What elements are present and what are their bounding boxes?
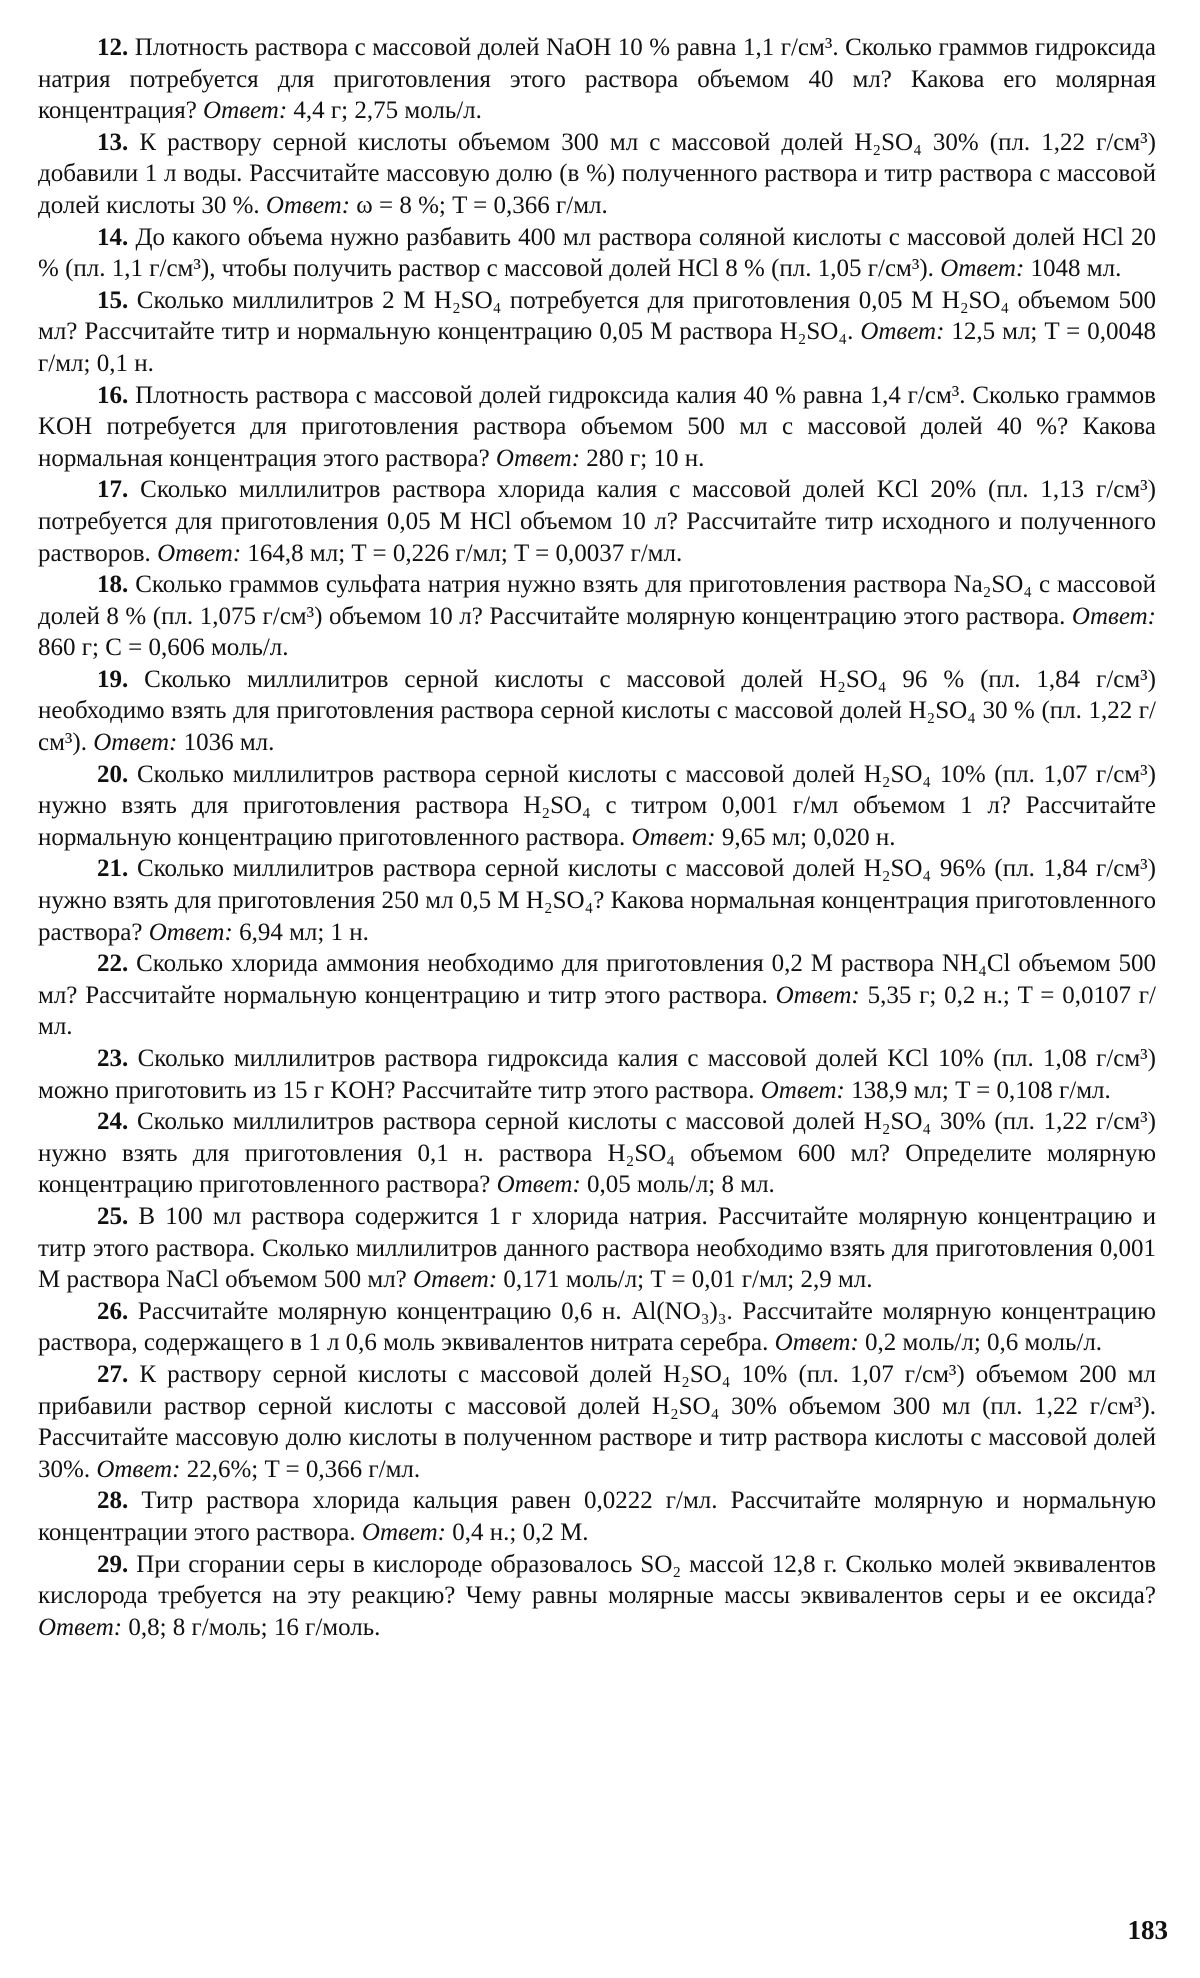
answer-label: Ответ:: [495, 444, 581, 472]
problem-text: Сколько миллилитров раствора хлорида калия с массовой долей KCl 20% (пл. 1,13 г/см³) потребуется для приготовления 0,05 M HCl объемом 10 л? Рассчитайте титр исходного и полученного растворов.: [38, 476, 1156, 567]
problem-24: [38, 1106, 1156, 1201]
problem-number: 18.: [97, 571, 129, 599]
problem-text: Сколько миллилитров раствора серной кислоты с массовой долей H₂SO₄ 30% (пл. 1,22 г/см³) нужно взять для приготовления 0,1 н. раствора H₂SO₄ объемом 600 мл? Определите молярную концентрацию приготовленного раствора?: [38, 1108, 1156, 1199]
problem-text: Сколько миллилитров серной кислоты с массовой долей H₂SO₄ 96 % (пл. 1,84 г/см³) необходимо взять для приготовления раствора серной кислоты с массовой долей H₂SO₄ 30 % (пл. 1,22 г/см³).: [38, 665, 1157, 757]
answer-label: Ответ:: [1071, 602, 1156, 630]
answer-label: Ответ:: [496, 1171, 581, 1199]
problem-16: [38, 380, 1156, 475]
problem-19: [38, 664, 1156, 759]
problem-number: 24.: [97, 1108, 129, 1136]
problem-answer: 22,6%; T = 0,366 г/мл.: [186, 1455, 421, 1483]
answer-label: Ответ:: [774, 1329, 859, 1357]
answer-label: Ответ:: [361, 1518, 446, 1546]
problem-23: [38, 1043, 1156, 1106]
problem-answer: 164,8 мл; T = 0,226 г/мл; T = 0,0037 г/мл.: [247, 539, 683, 567]
problem-20: [38, 759, 1156, 854]
problem-answer: 280 г; 10 н.: [586, 444, 705, 472]
problem-18: [38, 569, 1156, 664]
problem-13: [38, 127, 1156, 222]
problem-answer: 5,35 г; 0,2 н.; T = 0,0107 г/мл.: [38, 981, 1156, 1041]
answer-label: Ответ:: [860, 318, 945, 346]
problem-text: Сколько хлорида аммония необходимо для приготовления 0,2 M раствора NH₄Cl объемом 500 мл? Рассчитайте нормальную концентрацию и титр этого раствора.: [38, 950, 1157, 1009]
problem-answer: 0,2 моль/л; 0,6 моль/л.: [865, 1329, 1103, 1357]
problem-number: 23.: [97, 1045, 129, 1072]
problem-number: 13.: [97, 128, 129, 156]
problem-25: [38, 1201, 1156, 1296]
page-number: 183: [1127, 1915, 1168, 1945]
problem-number: 19.: [97, 665, 129, 693]
problem-number: 25.: [97, 1202, 129, 1230]
problem-text: Сколько граммов сульфата натрия нужно взять для приготовления раствора Na₂SO₄ с массовой долей 8 % (пл. 1,075 г/см³) объемом 10 л? Рассчитайте молярную концентрацию этого раствора.: [38, 571, 1156, 630]
problem-text: В 100 мл раствора содержится 1 г хлорида натрия. Рассчитайте молярную концентрацию и титр этого раствора. Сколько миллилитров данного раствора необходимо взять для приготовления 0,001 M раствора NaCl объемом 500 мл?: [38, 1202, 1156, 1294]
problem-21: [38, 853, 1156, 948]
answer-label: Ответ:: [96, 1455, 181, 1483]
problem-text: Рассчитайте молярную концентрацию 0,6 н. Al(NO₃)₃. Рассчитайте молярную концентрацию раствора, содержащего в 1 л 0,6 моль эквивалентов нитрата серебра.: [38, 1297, 1156, 1357]
problem-text: Титр раствора хлорида кальция равен 0,0222 г/мл. Рассчитайте молярную и нормальную концентрации этого раствора.: [38, 1487, 1156, 1546]
problem-number: 16.: [97, 381, 129, 409]
problem-15: [38, 285, 1156, 380]
problem-26: [38, 1296, 1156, 1359]
problem-text: К раствору серной кислоты объемом 300 мл с массовой долей H₂SO₄ 30% (пл. 1,22 г/см³) добавили 1 л воды. Рассчитайте массовую долю (в %) полученного раствора и титр раствора с массовой долей кислоты 30 %.: [38, 128, 1156, 219]
problem-number: 14.: [97, 223, 129, 251]
problem-17: [38, 474, 1156, 569]
answer-label: Ответ:: [631, 823, 716, 851]
problem-text: Сколько миллилитров раствора серной кислоты с массовой долей H₂SO₄ 96% (пл. 1,84 г/см³) нужно взять для приготовления 250 мл 0,5 M H₂SO₄? Какова нормальная концентрация приготовленного раствора?: [38, 855, 1156, 946]
problem-answer: 0,8; 8 г/моль; 16 г/моль.: [128, 1613, 381, 1641]
problem-text: До какого объема нужно разбавить 400 мл раствора соляной кислоты с массовой долей HCl 20 % (пл. 1,1 г/см³), чтобы получить раствор с массовой долей HCl 8 % (пл. 1,05 г/см³).: [38, 223, 1157, 283]
problem-answer: 12,5 мл; T = 0,0048 г/мл; 0,1 н.: [38, 318, 1156, 377]
problem-answer: 0,05 моль/л; 8 мл.: [587, 1171, 775, 1199]
problem-28: [38, 1485, 1156, 1548]
problem-number: 20.: [97, 760, 129, 788]
problem-answer: 138,9 мл; T = 0,108 г/мл.: [851, 1076, 1111, 1104]
problem-number: 26.: [97, 1297, 129, 1325]
answer-label: Ответ:: [157, 539, 242, 567]
problem-text: Плотность раствора с массовой долей NaOH 10 % равна 1,1 г/см³. Сколько граммов гидроксида натрия потребуется для приготовления этого раствора объемом 40 мл? Какова его молярная концентрация?: [38, 34, 1156, 125]
problem-number: 17.: [97, 476, 129, 504]
problem-text: Сколько миллилитров 2 M H₂SO₄ потребуется для приготовления 0,05 M H₂SO₄ объемом 500 мл? Рассчитайте титр и нормальную концентрацию 0,05 M раствора H₂SO₄.: [38, 286, 1157, 346]
answer-label: Ответ:: [940, 255, 1025, 283]
answer-label: Ответ:: [203, 97, 288, 125]
problem-number: 22.: [97, 950, 129, 978]
problem-number: 28.: [97, 1487, 129, 1515]
problem-text: Сколько миллилитров раствора гидроксида калия с массовой долей KCl 10% (пл. 1,08 г/см³) можно приготовить из 15 г KOH? Рассчитайте титр этого раствора.: [38, 1045, 1157, 1104]
problem-number: 12.: [97, 34, 129, 61]
problem-14: [38, 222, 1156, 285]
problem-text: К раствору серной кислоты с массовой долей H₂SO₄ 10% (пл. 1,07 г/см³) объемом 200 мл прибавили раствор серной кислоты с массовой долей H₂SO₄ 30% объемом 300 мл (пл. 1,22 г/см³). Рассчитайте массовую долю кислоты в полученном растворе и титр раствора кислоты с массовой долей 30%.: [38, 1360, 1156, 1483]
problem-answer: 0,4 н.; 0,2 M.: [452, 1518, 589, 1546]
problem-text: При сгорании серы в кислороде образовалось SO₂ массой 12,8 г. Сколько молей эквивалентов кислорода требуется на эту реакцию? Чему равны молярные массы эквивалентов серы и ее оксида?: [38, 1550, 1156, 1610]
problem-number: 29.: [97, 1550, 129, 1578]
problem-answer: 4,4 г; 2,75 моль/л.: [293, 97, 482, 125]
problem-text: Плотность раствора с массовой долей гидроксида калия 40 % равна 1,4 г/см³. Сколько граммов KOH потребуется для приготовления раствора объемом 500 мл с массовой долей 40 %? Какова нормальная концентрация этого раствора?: [38, 381, 1156, 472]
problem-answer: 6,94 мл; 1 н.: [239, 918, 369, 946]
problem-answer: 1036 мл.: [183, 729, 275, 757]
answer-label: Ответ:: [148, 918, 233, 946]
problem-answer: ω = 8 %; T = 0,366 г/мл.: [356, 191, 608, 219]
problems-list: [38, 32, 1156, 1643]
problem-number: 21.: [97, 855, 129, 883]
problem-29: [38, 1549, 1156, 1644]
problem-number: 27.: [97, 1360, 129, 1388]
answer-label: Ответ:: [413, 1266, 498, 1294]
answer-label: Ответ:: [775, 981, 860, 1009]
answer-label: Ответ:: [93, 729, 178, 757]
problem-number: 15.: [97, 286, 129, 314]
problem-answer: 1048 мл.: [1030, 255, 1122, 283]
answer-label: Ответ:: [760, 1076, 845, 1104]
problem-22: [38, 948, 1156, 1043]
answer-label: Ответ:: [38, 1613, 123, 1641]
problem-27: [38, 1359, 1156, 1485]
problem-answer: 9,65 мл; 0,020 н.: [721, 823, 896, 851]
answer-label: Ответ:: [265, 191, 351, 219]
problem-12: [38, 32, 1156, 127]
problem-answer: 860 г; C = 0,606 моль/л.: [38, 634, 289, 662]
problem-text: Сколько миллилитров раствора серной кислоты с массовой долей H₂SO₄ 10% (пл. 1,07 г/см³) нужно взять для приготовления раствора H₂SO₄ с титром 0,001 г/мл объемом 1 л? Рассчитайте нормальную концентрацию приготовленного раствора.: [38, 760, 1156, 851]
problem-answer: 0,171 моль/л; T = 0,01 г/мл; 2,9 мл.: [503, 1266, 873, 1294]
